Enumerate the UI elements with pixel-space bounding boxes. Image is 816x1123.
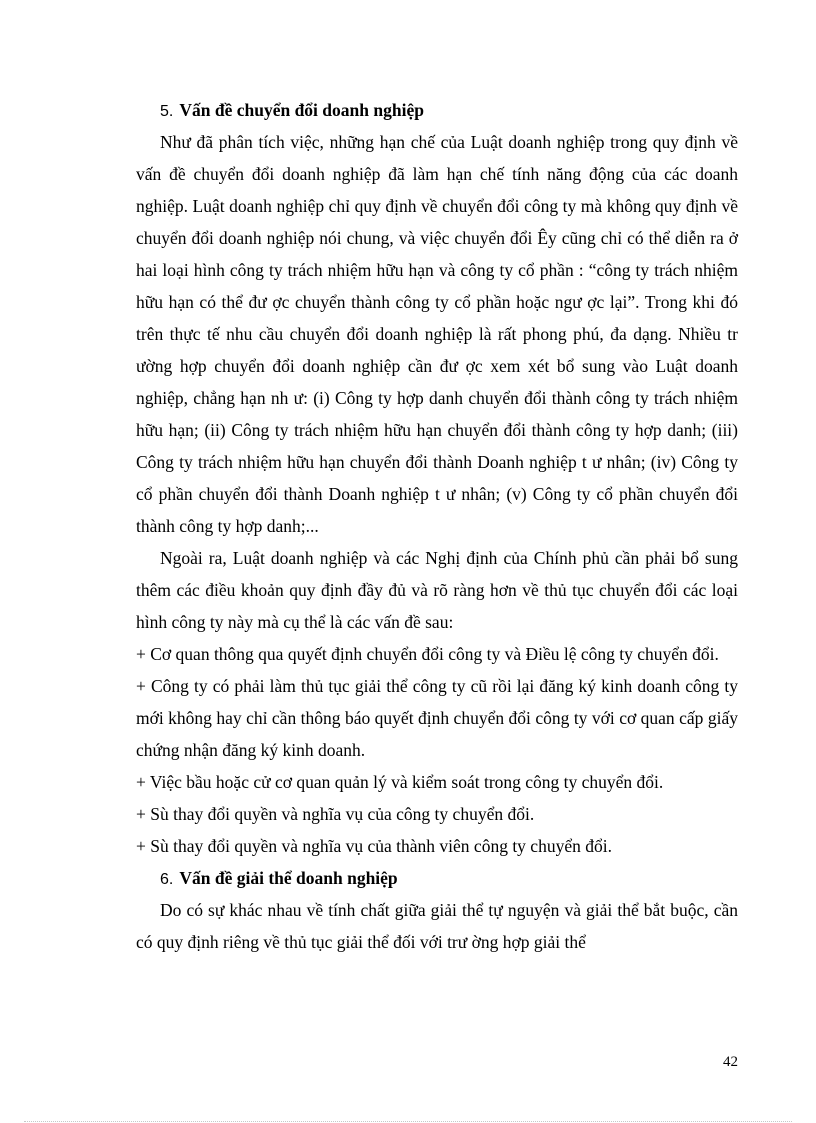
section-5-number: 5. [160,103,174,120]
bullet-item-5: + Sù thay đổi quyền và nghĩa vụ của thành viên công ty chuyển đổi. [136,836,612,856]
section-6-title: Vấn đề giải thể doanh nghiệp [179,868,398,888]
bullet-item-2: + Công ty có phải làm thủ tục giải thể công ty cũ rồi lại đăng ký kinh doanh công ty mới không hay chỉ cần thông báo quyết định chuyển đổi công ty với cơ quan cấp giấy chứng nhận đăng ký kinh doanh. [136,676,738,760]
section-6-number: 6. [160,871,174,888]
page-bottom-divider [24,1121,792,1122]
bullet-item-4: + Sù thay đổi quyền và nghĩa vụ của công ty chuyển đổi. [136,804,535,824]
section-5-title: Vấn đề chuyển đổi doanh nghiệp [179,100,424,120]
page-number: 42 [723,1054,738,1070]
bullet-item-3: + Việc bầu hoặc cử cơ quan quản lý và kiểm soát trong công ty chuyển đổi. [136,772,664,792]
section-6-paragraph-1: Do có sự khác nhau về tính chất giữa giải thể tự nguyện và giải thể bắt buộc, cần có quy định riêng về thủ tục giải thể đối với trư ờng hợp giải thể [136,900,738,952]
section-5-heading [136,94,738,126]
section-5-paragraph-2: Ngoài ra, Luật doanh nghiệp và các Nghị định của Chính phủ cần phải bổ sung thêm các điều khoản quy định đầy đủ và rõ ràng hơn về thủ tục chuyển đổi các loại hình công ty này mà cụ thể là các vấn đề sau: [136,548,738,632]
page-content [136,94,738,958]
section-6-heading [136,862,738,894]
section-5-paragraph-1: Như đã phân tích việc, những hạn chế của Luật doanh nghiệp trong quy định về vấn đề chuyển đổi doanh nghiệp đã làm hạn chế tính năng động của các doanh nghiệp. Luật doanh nghiệp chỉ quy định về chuyển đổi công ty mà không quy định về chuyển đổi doanh nghiệp nói chung, và việc chuyển đổi Êy cũng chỉ có thể diễn ra ở hai loại hình công ty trách nhiệm hữu hạn và công ty cổ phần : “công ty trách nhiệm hữu hạn có thể đư ợc chuyển thành công ty cổ phần hoặc ngư ợc lại”. Trong khi đó trên thực tế nhu cầu chuyển đổi doanh nghiệp là rất phong phú, đa dạng. Nhiều tr ường hợp chuyển đổi doanh nghiệp cần đư ợc xem xét bổ sung vào Luật doanh nghiệp, chẳng hạn nh ư: (i) Công ty hợp danh chuyển đổi thành công ty trách nhiệm hữu hạn; (ii) Công ty trách nhiệm hữu hạn chuyển đổi thành công ty hợp danh; (iii) Công ty trách nhiệm hữu hạn chuyển đổi thành Doanh nghiệp t ư nhân; (iv) Công ty cổ phần chuyển đổi thành Doanh nghiệp t ư nhân; (v) Công ty cổ phần chuyển đổi thành công ty hợp danh;... [136,132,738,536]
bullet-item-1: + Cơ quan thông qua quyết định chuyển đổi công ty và Điều lệ công ty chuyển đổi. [136,644,719,664]
